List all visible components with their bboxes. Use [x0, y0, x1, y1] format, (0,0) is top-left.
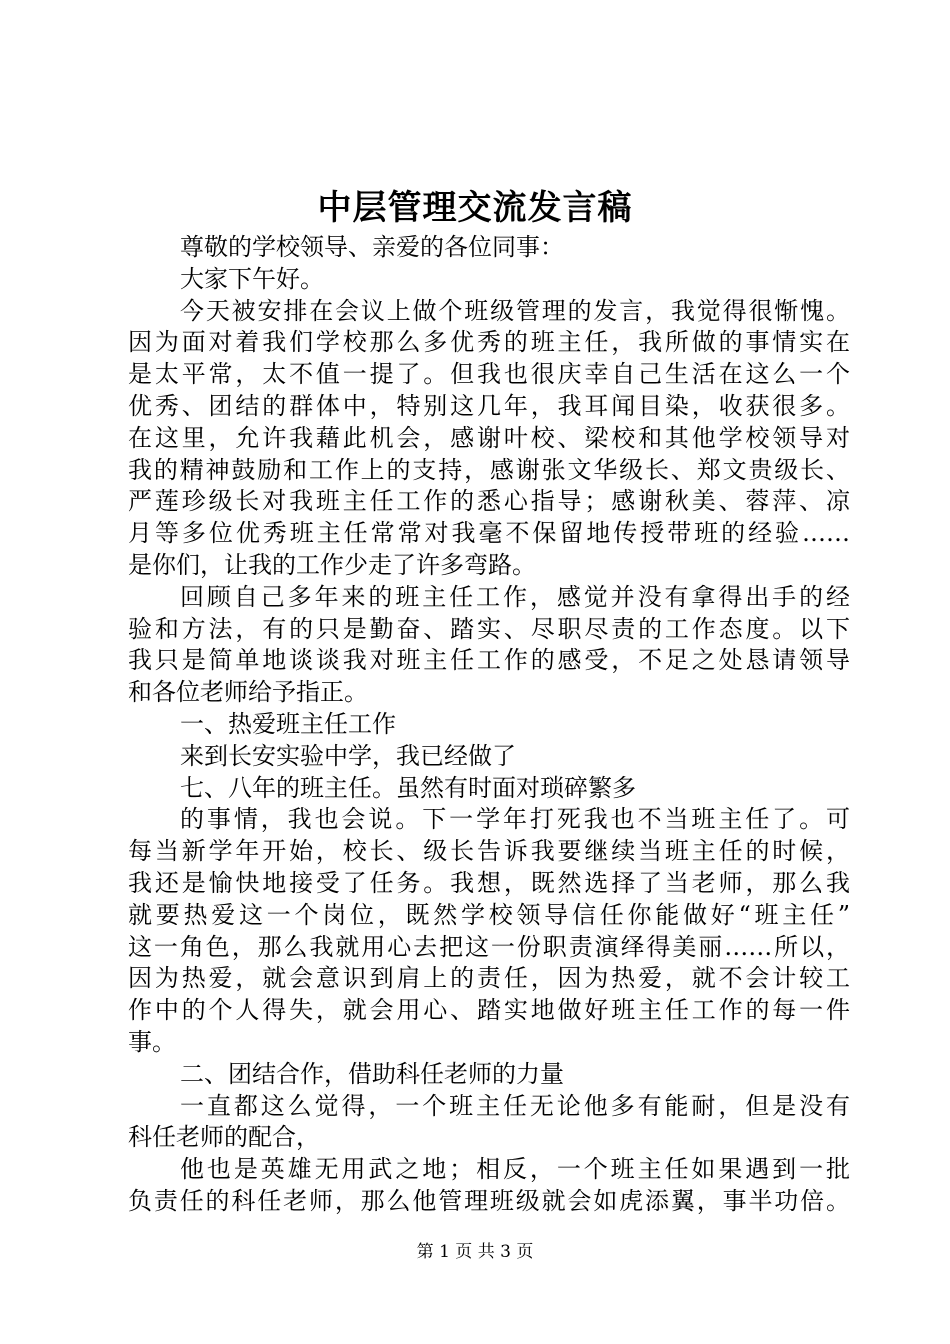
text-line: 尊敬的学校领导、亲爱的各位同事：	[180, 233, 564, 261]
text-line: 来到长安实验中学，我已经做了	[180, 741, 516, 770]
page-footer: 第 1 页 共 3 页	[416, 1242, 534, 1262]
text-line: 他也是英雄无用武之地；相反，一个班主任如果遇到一批	[180, 1155, 850, 1184]
text-line: 今天被安排在会议上做个班级管理的发言，我觉得很惭愧。	[180, 296, 850, 325]
text-line: 我还是愉快地接受了任务。我想，既然选择了当老师，那么我	[128, 868, 850, 897]
text-line: 我只是简单地谈谈我对班主任工作的感受，不足之处恳请领导	[128, 646, 850, 675]
text-line: 月等多位优秀班主任常常对我毫不保留地传授带班的经验……	[128, 519, 850, 548]
text-line: 是你们，让我的工作少走了许多弯路。	[128, 550, 536, 579]
text-line: 严莲珍级长对我班主任工作的悉心指导；感谢秋美、蓉萍、凉	[128, 487, 850, 516]
text-line: 这一角色，那么我就用心去把这一份职责演绎得美丽……所以，	[128, 932, 850, 961]
text-line: 一、热爱班主任工作	[180, 709, 396, 738]
text-line: 回顾自己多年来的班主任工作，感觉并没有拿得出手的经	[180, 582, 850, 611]
text-line: 因为热爱，就会意识到肩上的责任，因为热爱，就不会计较工	[128, 964, 850, 993]
text-line: 大家下午好。	[180, 264, 324, 293]
text-line: 科任老师的配合，	[128, 1123, 320, 1152]
text-line: 七、八年的班主任。虽然有时面对琐碎繁多	[180, 773, 636, 802]
text-line: 的事情，我也会说。下一学年打死我也不当班主任了。可	[180, 805, 850, 834]
text-line: 就要热爱这一个岗位，既然学校领导信任你能做好“班主任”	[128, 900, 850, 929]
text-line: 因为面对着我们学校那么多优秀的班主任，我所做的事情实在	[128, 328, 850, 357]
text-line: 事。	[128, 1027, 176, 1056]
text-line: 负责任的科任老师，那么他管理班级就会如虎添翼，事半功倍。	[128, 1186, 850, 1215]
text-line: 验和方法，有的只是勤奋、踏实、尽职尽责的工作态度。以下	[128, 614, 850, 643]
text-line: 我的精神鼓励和工作上的支持，感谢张文华级长、郑文贵级长、	[128, 455, 850, 484]
document-body	[128, 232, 850, 1218]
text-line: 和各位老师给予指正。	[128, 678, 368, 707]
text-line: 二、团结合作，借助科任老师的力量	[180, 1059, 564, 1088]
text-line: 优秀、团结的群体中，特别这几年，我耳闻目染，收获很多。	[128, 391, 850, 420]
text-line: 一直都这么觉得，一个班主任无论他多有能耐，但是没有	[180, 1091, 850, 1120]
text-line: 是太平常，太不值一提了。但我也很庆幸自己生活在这么一个	[128, 360, 850, 389]
text-line: 作中的个人得失，就会用心、踏实地做好班主任工作的每一件	[128, 996, 850, 1025]
text-line: 每当新学年开始，校长、级长告诉我要继续当班主任的时候，	[128, 837, 850, 866]
text-line: 在这里，允许我藉此机会，感谢叶校、梁校和其他学校领导对	[128, 423, 850, 452]
page-title: 中层管理交流发言稿	[317, 188, 633, 228]
